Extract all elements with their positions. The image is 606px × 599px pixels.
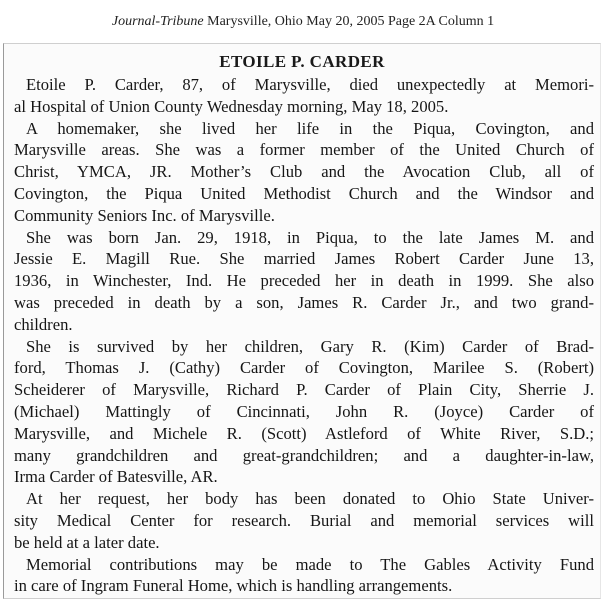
publication-name: Journal-Tribune [111, 14, 204, 29]
text-line: Marysville areas. She was a former member of the United Church of [14, 140, 594, 160]
text-line: (Michael) Mattingly of Cincinnati, John R. (Joyce) Carder of [14, 401, 594, 421]
text-line: Community Seniors Inc. of Marysville. [14, 205, 275, 225]
text-line: ford, Thomas J. (Cathy) Carder of Covington, Marilee S. (Robert) [14, 358, 594, 378]
paragraph-survivors [14, 336, 594, 489]
citation-details: Marysville, Ohio May 20, 2005 Page 2A Column 1 [207, 14, 495, 29]
text-line: be held at a later date. [14, 532, 160, 552]
text-line: Christ, YMCA, JR. Mother’s Club and the Avocation Club, all of [14, 162, 594, 182]
text-line: Jessie E. Magill Rue. She married James Robert Carder June 13, [14, 249, 594, 269]
text-line: Scheiderer of Marysville, Richard P. Carder of Plain City, Sherrie J. [14, 380, 594, 400]
text-line: 1936, in Winchester, Ind. He preceded her in death in 1999. She also [14, 271, 594, 291]
text-line: Memorial contributions may be made to The Gables Activity Fund [26, 554, 594, 574]
text-line: children. [14, 314, 73, 334]
text-line: in care of Ingram Funeral Home, which is handling arrangements. [14, 576, 453, 596]
text-line: sity Medical Center for research. Burial and memorial services will [14, 510, 594, 530]
text-line: was preceded in death by a son, James R. Carder Jr., and two grand- [14, 292, 594, 312]
paragraph-death-notice [14, 74, 594, 118]
text-line: Covington, the Piqua United Methodist Church and the Windsor and [14, 183, 594, 203]
paragraph-donation [14, 488, 594, 553]
text-line: At her request, her body has been donated to Ohio State Univer- [26, 489, 594, 509]
text-line: many grandchildren and great-grandchildren; and a daughter-in-law, [14, 445, 594, 465]
text-line: A homemaker, she lived her life in the Piqua, Covington, and [26, 118, 594, 138]
obituary-text [14, 74, 594, 597]
text-line: Marysville, and Michele R. (Scott) Astleford of White River, S.D.; [14, 423, 594, 443]
text-line: She is survived by her children, Gary R. (Kim) Carder of Brad- [26, 336, 594, 356]
text-line: Etoile P. Carder, 87, of Marysville, died unexpectedly at Memori- [26, 75, 594, 94]
obituary-headline: ETOILE P. CARDER [219, 52, 385, 71]
text-line: al Hospital of Union County Wednesday morning, May 18, 2005. [14, 96, 449, 116]
source-citation [0, 14, 606, 30]
paragraph-birth-marriage [14, 227, 594, 336]
text-line: Irma Carder of Batesville, AR. [14, 467, 218, 487]
text-line: She was born Jan. 29, 1918, in Piqua, to the late James M. and [26, 227, 594, 247]
paragraph-memorial [14, 554, 594, 598]
paragraph-life [14, 118, 594, 227]
newspaper-clipping [3, 43, 601, 599]
